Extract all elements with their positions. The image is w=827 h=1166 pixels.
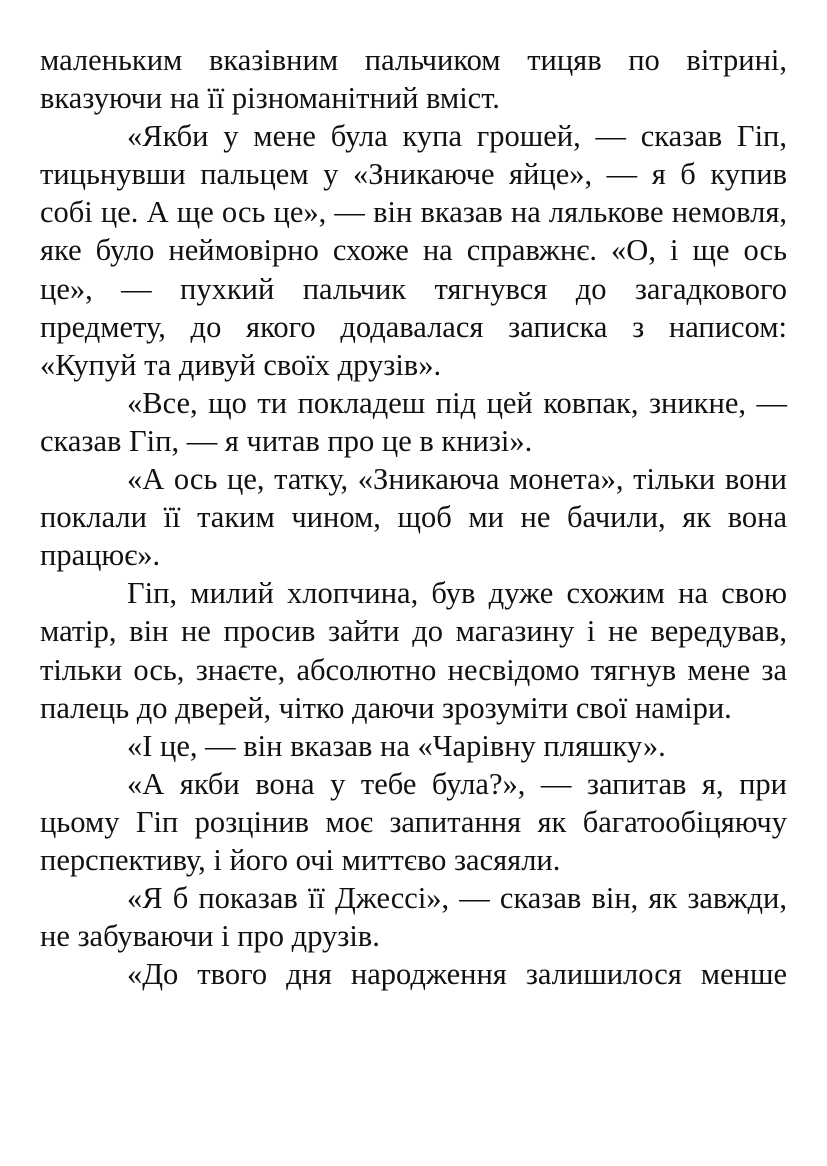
paragraph-5: Гіп, милий хлопчина, був дуже схожим на свою матір, він не просив зайти до магазину і не вередував, тільки ось, знаєте, абсолютно несвідомо тягнув мене за палець до дверей, чітко даючи зрозуміти свої наміри. — [40, 576, 787, 725]
paragraph-4: «А ось це, татку, «Зникаюча монета», тільки вони поклали її таким чином, щоб ми не бачили, як вона працює». — [40, 462, 787, 573]
paragraph-9: «До твого дня народження залишилося менше — [127, 957, 787, 992]
paragraph-3: «Все, що ти покладеш під цей ковпак, зникне, — сказав Гіп, — я читав про це в книзі». — [40, 385, 787, 458]
document-page — [40, 41, 787, 993]
paragraph-1: маленьким вказівним пальчиком тицяв по вітрині, вказуючи на її різноманітний вміст. — [40, 43, 787, 116]
paragraph-8: «Я б показав її Джессі», — сказав він, як завжди, не забуваючи і про друзів. — [40, 881, 787, 954]
paragraph-6: «І це, — він вказав на «Чарівну пляшку». — [127, 728, 666, 763]
paragraph-2: «Якби у мене була купа грошей, — сказав Гіп, тицьнувши пальцем у «Зникаюче яйце», — я б купив собі це. А ще ось це», — він вказав на лялькове немовля, яке було неймовірно схоже на справжнє. «О, і ще ось це», — пухкий пальчик тягнувся до загадкового предмету, до якого додавалася записка з написом: «Купуй та дивуй своїх друзів». — [40, 119, 787, 382]
paragraph-7: «А якби вона у тебе була?», — запитав я, при цьому Гіп розцінив моє запитання як багатообіцяючу перспективу, і його очі миттєво засяяли. — [40, 766, 787, 877]
